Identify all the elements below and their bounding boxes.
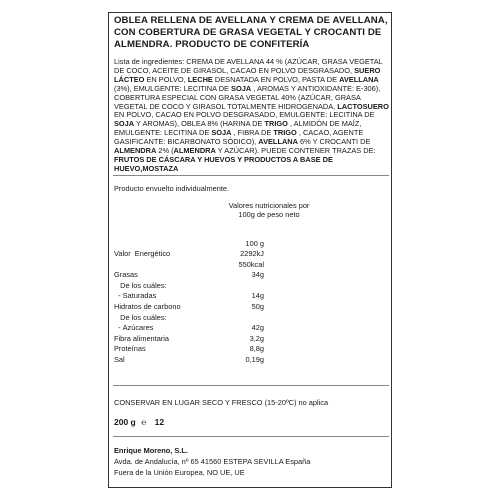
nutrition-header-line1: Valores nutricionales por (228, 201, 310, 210)
nutrition-row-value: 3,2g (249, 333, 264, 343)
company-origin: Fuera de la Unión Europea, NO UE, UE (114, 468, 245, 477)
product-title: OBLEA RELLENA DE AVELLANA Y CREMA DE AVELLANA, CON COBERTURA DE GRASA VEGETAL Y CROCANTI DE ALMENDRA. PRODUCTO DE CONFITERÍA (114, 15, 388, 50)
product-label (108, 12, 392, 488)
packaging-note: Producto envuelto individualmente. (114, 184, 230, 193)
nutrition-row-label: Fibra alimentaria (114, 333, 170, 343)
nutrition-row (114, 260, 264, 269)
nutrition-row-label: Grasas (114, 270, 138, 280)
company-name: Enrique Moreno, S.L. (114, 446, 188, 455)
nutrition-header (214, 201, 324, 219)
ingredient-text: 6% Y CROCANTI DE (297, 137, 371, 147)
nutrition-row (114, 249, 264, 258)
divider (113, 175, 389, 176)
unit-count: 12 (154, 417, 165, 427)
nutrition-row (114, 302, 264, 311)
estimated-mark: ℮ (141, 417, 147, 427)
nutrition-row-label: Hidratos de carbono (114, 302, 181, 311)
allergen-text: LACTOSUERO (337, 101, 389, 111)
nutrition-row (114, 355, 264, 364)
nutrition-row-label: De los cuáles: (114, 280, 167, 290)
nutrition-row-label: Proteínas (114, 344, 146, 354)
allergen-text: SOJA (231, 83, 252, 93)
nutrition-row-label: De los cuáles: (114, 312, 167, 322)
net-weight (114, 417, 164, 427)
allergen-text: TRIGO (273, 128, 297, 138)
nutrition-row (114, 344, 264, 353)
allergen-text: ALMENDRA (173, 146, 216, 156)
ingredient-text: , ALMIDÓN DE MAÍZ, EMULGENTE: LECITINA DE (114, 119, 362, 138)
ingredient-text: Y AROMAS), OBLEA 8% (HARINA DE (134, 119, 265, 129)
nutrition-row (114, 270, 264, 279)
ingredient-text: , AROMAS Y ANTIOXIDANTE: E-306), COBERTURA ESPECIAL CON GRASA VEGETAL 40% (AZÚCAR, GRASA VEGETAL DE COCO Y GIRASOL TOTALMENTE HIDROGENADA, (114, 83, 381, 111)
nutrition-row (114, 313, 264, 322)
nutrition-row-value: 2292kJ (240, 249, 264, 258)
ingredient-text: DESNATADA EN POLVO, PASTA DE (212, 74, 340, 84)
nutrition-row (114, 334, 264, 343)
ingredient-text: Y AZÚCAR). PUEDE CONTENER TRAZAS DE: (215, 146, 376, 156)
storage-note: CONSERVAR EN LUGAR SECO Y FRESCO (15-20ºC) no aplica (114, 398, 329, 407)
nutrition-row-label: - Saturadas (114, 291, 157, 301)
allergen-text: AVELLANA (258, 137, 298, 147)
nutrition-header-line2: 100g de peso neto (238, 210, 300, 219)
nutrition-row (114, 281, 264, 290)
ingredient-text: EN POLVO, CACAO EN POLVO DESGRASADO, EMULGENTE: LECITINA DE (114, 110, 375, 120)
allergen-text: TRIGO (264, 119, 288, 129)
ingredient-text: 2% ( (156, 146, 174, 156)
allergen-text: SOJA (211, 128, 232, 138)
nutrition-row-value: 42g (251, 323, 264, 333)
ingredient-text: EN POLVO, (144, 74, 188, 84)
nutrition-row-value: 0,19g (245, 355, 264, 364)
nutrition-row-value: 8,8g (249, 344, 264, 354)
nutrition-row-value: 34g (251, 270, 264, 280)
ingredient-text: (3%), EMULGENTE: LECITINA DE (114, 83, 232, 93)
nutrition-row-label: Valor Energético (114, 249, 171, 258)
nutrition-row (114, 291, 264, 300)
allergen-text: LECHE (187, 74, 213, 84)
nutrition-per-label: 100 g (245, 239, 264, 248)
allergen-text: ALMENDRA (114, 146, 157, 156)
nutrition-per-label-row (114, 239, 264, 248)
allergen-text: AVELLANA (339, 74, 379, 84)
nutrition-row-value: 14g (251, 291, 264, 301)
net-weight-value: 200 g (114, 417, 136, 427)
nutrition-row (114, 323, 264, 332)
divider (113, 385, 389, 386)
company-address: Avda. de Andalucía, nº 65 41560 ESTEPA SEVILLA España (114, 457, 311, 466)
allergen-text: SUERO LÁCTEO (114, 65, 381, 84)
nutrition-row-label: - Azúcares (114, 323, 154, 333)
nutrition-row-value: 50g (251, 302, 264, 311)
nutrition-row-label: Sal (114, 355, 125, 364)
divider (113, 436, 389, 437)
nutrition-row-value: 550kcal (238, 259, 264, 269)
ingredients-list (114, 58, 390, 174)
allergen-text: SOJA (114, 119, 135, 129)
ingredient-text: , CACAO, AGENTE GASIFICANTE: BICARBONATO SÓDICO), (114, 128, 364, 147)
allergen-text: FRUTOS DE CÁSCARA Y HUEVOS Y PRODUCTOS A BASE DE HUEVO,MOSTAZA (114, 154, 333, 173)
ingredient-text: Lista de ingredientes: CREMA DE AVELLANA 44 % (AZÚCAR, GRASA VEGETAL DE COCO, ACEITE DE GIRASOL, CACAO EN POLVO DESGRASADO, (114, 57, 383, 75)
ingredient-text: , FIBRA DE (231, 128, 274, 138)
